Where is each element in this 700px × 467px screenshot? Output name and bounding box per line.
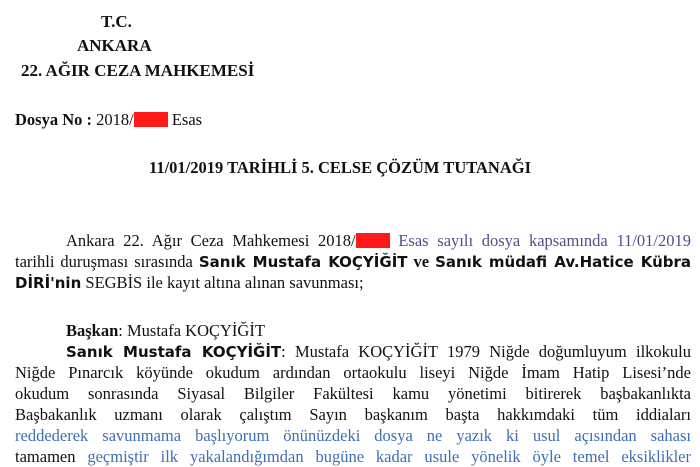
file-number-label: Dosya No : — [15, 110, 92, 129]
statement-text: : Mustafa KOÇYİĞİT 1979 Niğde doğumluyum ilkokulu — [281, 342, 692, 361]
intro-case-text: Esas sayılı dosya kapsamında 11/01/2019 — [398, 231, 692, 250]
statement-line-4: Başbakanlık uzmanı olarak çalıştım Sayın başkanım başta hakkımdaki tüm iddiaları — [15, 405, 691, 424]
defendant-label: Sanık Mustafa KOÇYİĞİT — [66, 343, 282, 361]
statement-line-2: Niğde Pınarcık köyünde okudum ardından ortaokulu liseyi Niğde İmam Hatip Lisesi’nde — [15, 363, 691, 382]
file-number-suffix: Esas — [171, 110, 203, 129]
lawyer-surname: DİRİ'nin — [15, 274, 82, 292]
president-label: Başkan — [66, 321, 119, 340]
intro-text: SEGBİS ile kayıt altına alınan savunması; — [81, 273, 364, 292]
file-number-year: 2018/ — [96, 110, 134, 129]
header-city: ANKARA — [77, 36, 152, 55]
statement-line-3: okudum sonrasında Siyasal Bilgiler Fakültesi kamu yönetimi bitirerek başbakanlıkta — [15, 384, 691, 403]
defendant-line — [66, 341, 691, 363]
header-tc: T.C. — [101, 12, 132, 31]
intro-line-1 — [66, 230, 691, 251]
document-title: 11/01/2019 TARİHLİ 5. CELSE ÇÖZÜM TUTANAĞI — [149, 158, 532, 177]
file-number-line — [15, 110, 202, 130]
header-court: 22. AĞIR CEZA MAHKEMESİ — [21, 61, 255, 80]
statement-line-5: reddederek savunmama başlıyorum önünüzdeki dosya ne yazık ki usul açısından sahası — [15, 426, 691, 445]
intro-text: Ankara 22. Ağır Ceza Mahkemesi 2018/ — [66, 231, 356, 250]
intro-line-3 — [15, 272, 691, 294]
redaction-box — [134, 112, 168, 127]
lawyer-name: Sanık müdafi Av.Hatice Kübra — [435, 253, 692, 271]
intro-line-2 — [15, 251, 691, 273]
statement-text: tamamen — [15, 447, 88, 466]
intro-text: tarihli duruşması sırasında — [15, 252, 199, 271]
defendant-name: Sanık Mustafa KOÇYİĞİT — [198, 253, 408, 271]
president-line — [66, 320, 700, 341]
redaction-box — [356, 233, 390, 248]
conjunction: ve — [407, 252, 436, 271]
statement-text-highlight: geçmiştir ilk yakalandığımdan bugüne kadar usule yönelik öyle temel eksiklikler — [87, 447, 691, 466]
president-text: : Mustafa KOÇYİĞİT — [118, 321, 265, 340]
statement-line-6 — [15, 446, 691, 467]
